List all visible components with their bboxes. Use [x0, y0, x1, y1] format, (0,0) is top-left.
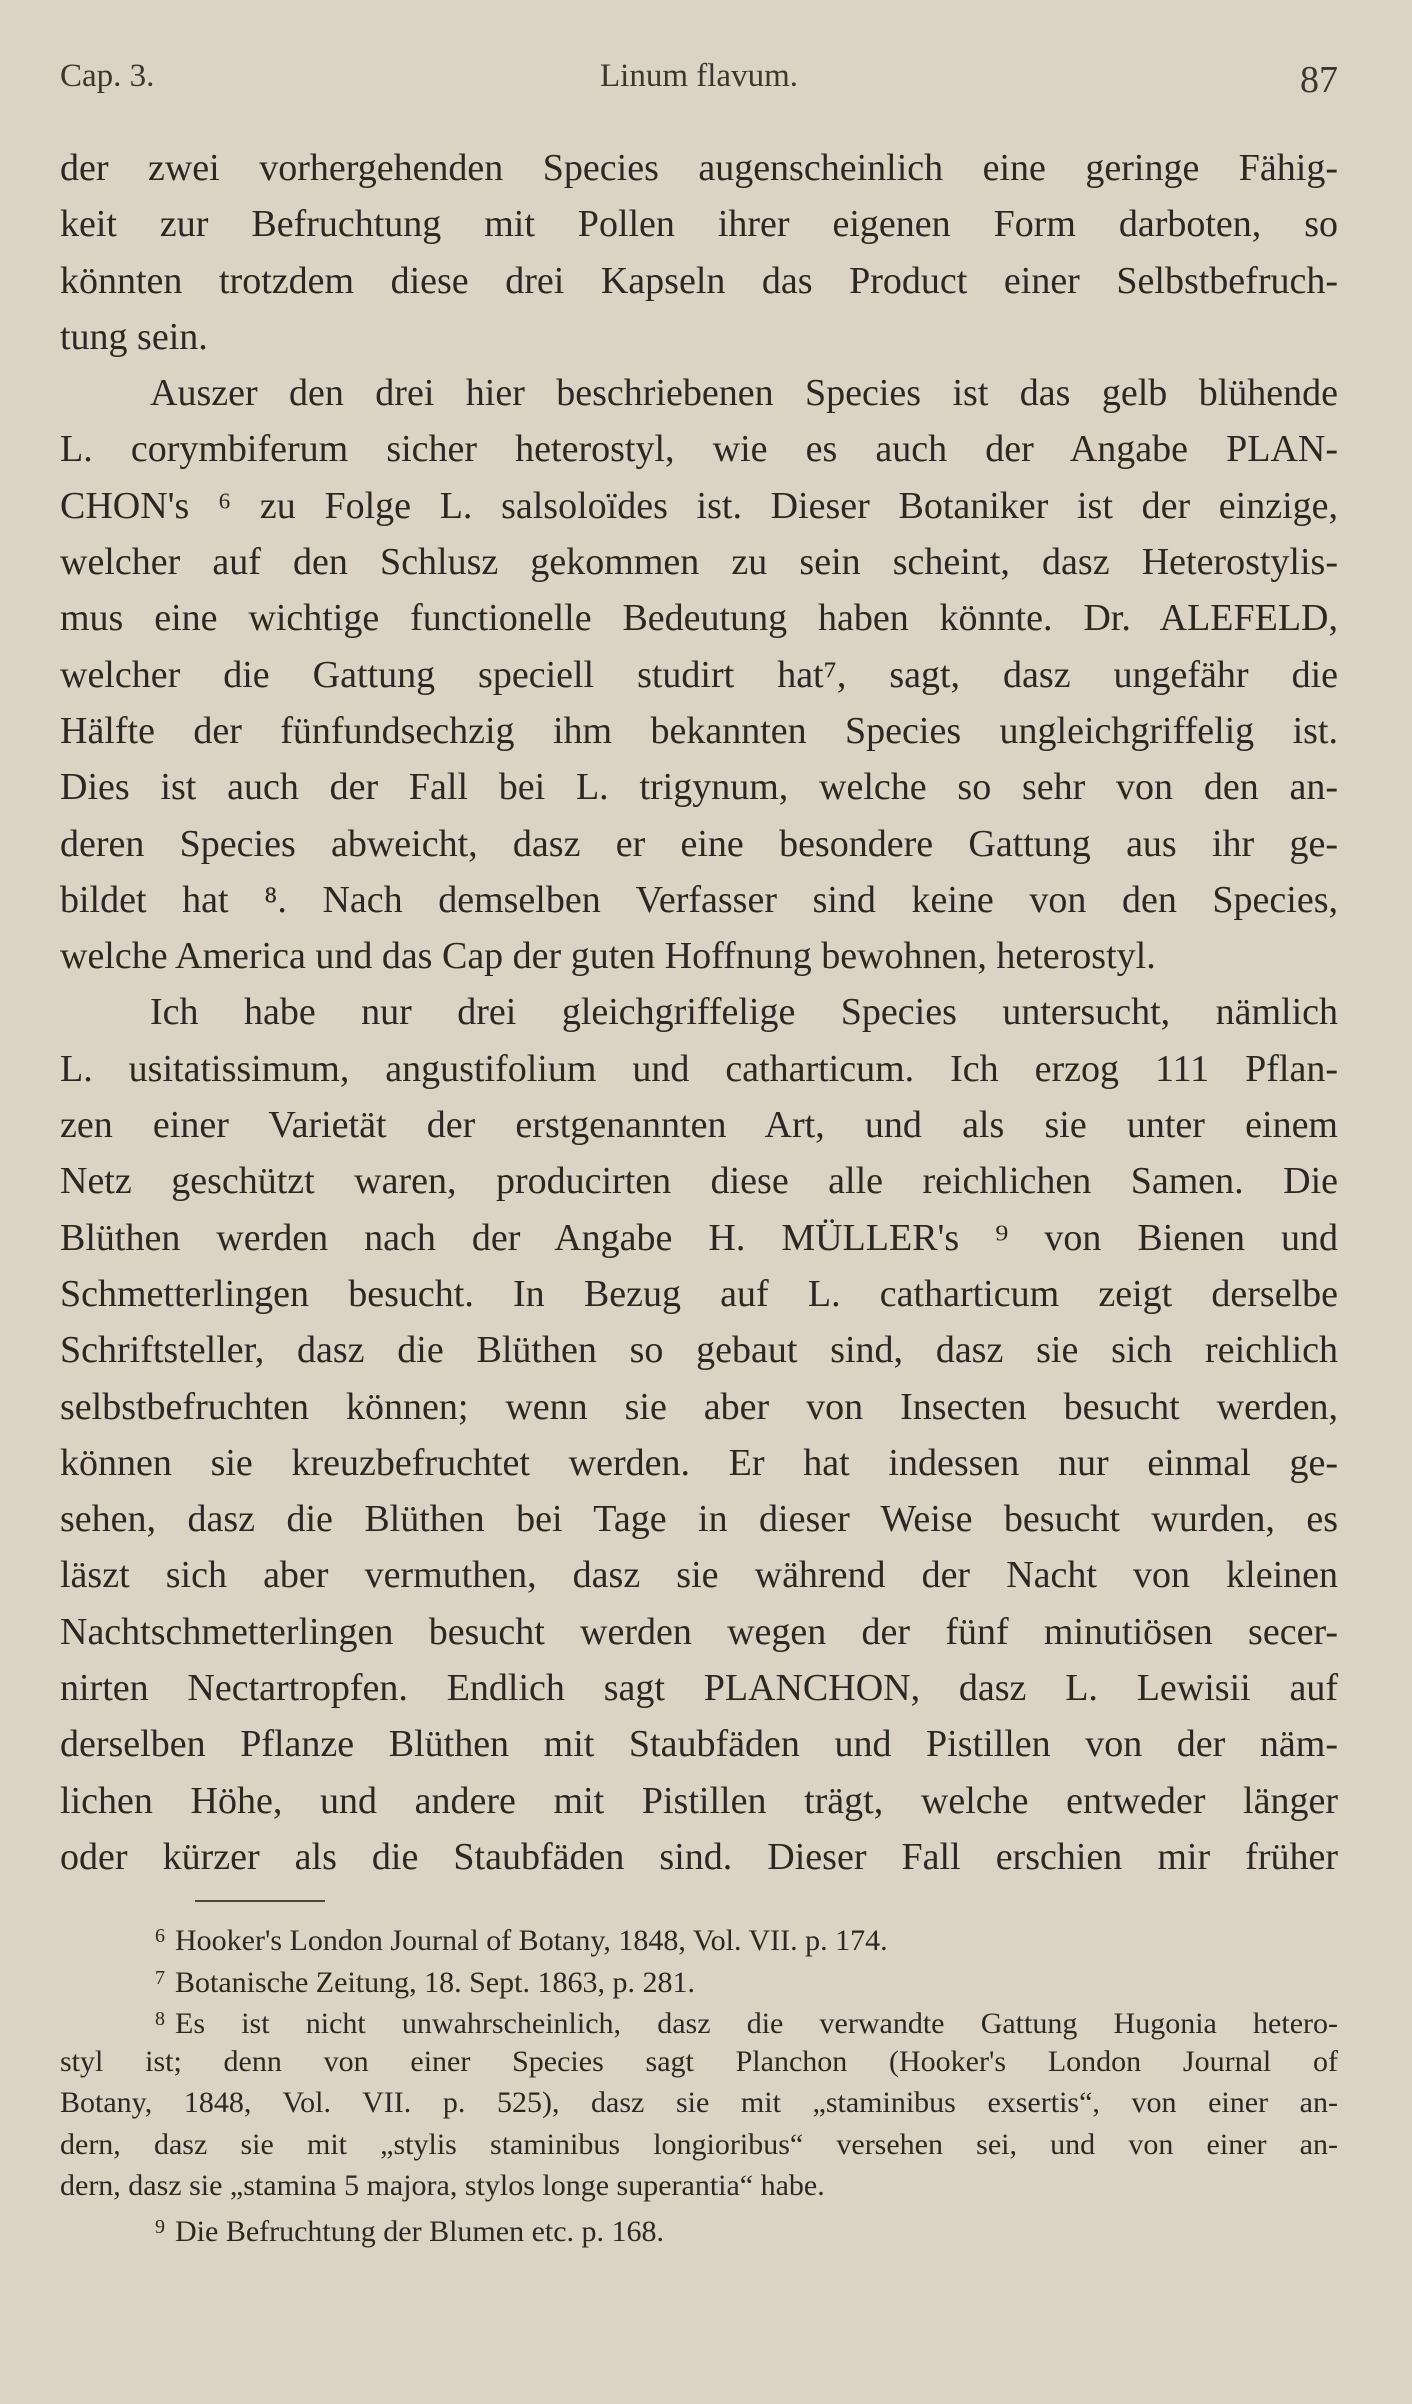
footnote-mark: 7	[155, 1966, 165, 1989]
text-line: derselben Pflanze Blüthen mit Staubfäden und Pistillen von der näm-	[60, 1723, 1338, 1766]
text-line: mus eine wichtige functionelle Bedeutung haben könnte. Dr. ALEFELD,	[60, 597, 1338, 640]
text-line: Hälfte der fünfundsechzig ihm bekannten Species ungleichgriffelig ist.	[60, 709, 1338, 752]
text-line: Netz geschützt waren, producirten diese alle reichlichen Samen. Die	[60, 1160, 1338, 1203]
text-line: Ich habe nur drei gleichgriffelige Species untersucht, nämlich	[150, 991, 1338, 1034]
footnote-8-line: dern, dasz sie „stamina 5 majora, stylos longe superantia“ habe.	[60, 2169, 825, 2202]
footnote-text: Botanische Zeitung, 18. Sept. 1863, p. 281.	[175, 1965, 695, 1999]
footnote-mark: 8	[155, 2008, 165, 2030]
text-line: der zwei vorhergehenden Species augenscheinlich eine geringe Fähig-	[60, 147, 1338, 189]
text-line: oder kürzer als die Staubfäden sind. Dieser Fall erschien mir früher	[60, 1835, 1338, 1878]
footnote-text: Hooker's London Journal of Botany, 1848, Vol. VII. p. 174.	[175, 1924, 888, 1957]
text-line: CHON's ⁶ zu Folge L. salsoloïdes ist. Dieser Botaniker ist der einzige,	[60, 484, 1338, 527]
footnote-7	[60, 1958, 1338, 2000]
text-line: welcher die Gattung speciell studirt hat⁷, sagt, dasz ungefähr die	[60, 653, 1338, 696]
text-line: welcher auf den Schlusz gekommen zu sein scheint, dasz Heterostylis-	[60, 541, 1338, 584]
chapter-label: Cap. 3.	[60, 58, 155, 94]
text-line: Nachtschmetterlingen besucht werden wegen der fünf minutiösen secer-	[60, 1610, 1338, 1653]
text-line: können sie kreuzbefruchtet werden. Er hat indessen nur einmal ge-	[60, 1441, 1338, 1484]
text-line: Schmetterlingen besucht. In Bezug auf L. catharticum zeigt derselbe	[60, 1272, 1338, 1315]
text-line: L. usitatissimum, angustifolium und catharticum. Ich erzog 111 Pflan-	[60, 1047, 1338, 1090]
text-line: lichen Höhe, und andere mit Pistillen trägt, welche entweder länger	[60, 1779, 1338, 1822]
text-line: keit zur Befruchtung mit Pollen ihrer eigenen Form darboten, so	[60, 203, 1338, 246]
text-line: nirten Nectartropfen. Endlich sagt PLANCHON, dasz L. Lewisii auf	[60, 1667, 1338, 1710]
text-line: Schriftsteller, dasz die Blüthen so gebaut sind, dasz sie sich reichlich	[60, 1329, 1338, 1372]
text-line: Blüthen werden nach der Angabe H. MÜLLER's ⁹ von Bienen und	[60, 1216, 1338, 1259]
text-line: läszt sich aber vermuthen, dasz sie während der Nacht von kleinen	[60, 1554, 1338, 1597]
footnote-text: Es ist nicht unwahrscheinlich, dasz die verwandte Gattung Hugonia hetero-	[175, 2007, 1338, 2040]
footnote-mark: 9	[155, 2215, 165, 2238]
footnote-mark: 6	[155, 1925, 165, 1947]
footnote-divider	[195, 1900, 325, 1902]
text-line: könnten trotzdem diese drei Kapseln das Product einer Selbstbefruch-	[60, 259, 1338, 302]
main-text	[60, 140, 1338, 1885]
running-header	[60, 58, 1338, 108]
footnote-8-line: dern, dasz sie mit „stylis staminibus longioribus“ versehen sei, und von einer an-	[60, 2127, 1338, 2161]
text-line: Dies ist auch der Fall bei L. trigynum, welche so sehr von den an-	[60, 766, 1338, 809]
running-title: Linum flavum.	[600, 58, 798, 94]
footnote-text: Die Befruchtung der Blumen etc. p. 168.	[175, 2214, 665, 2248]
text-line: sehen, dasz die Blüthen bei Tage in dieser Weise besucht wurden, es	[60, 1498, 1338, 1541]
footnote-8-line: Botany, 1848, Vol. VII. p. 525), dasz sie mit „staminibus exsertis“, von einer an-	[60, 2086, 1338, 2119]
text-line: L. corymbiferum sicher heterostyl, wie es auch der Angabe PLAN-	[60, 428, 1338, 471]
text-line: deren Species abweicht, dasz er eine besondere Gattung aus ihr ge-	[60, 822, 1338, 865]
page-number: 87	[1300, 59, 1338, 101]
footnote-8	[60, 1999, 1338, 2041]
footnote-9	[60, 2207, 1338, 2249]
text-line: bildet hat ⁸. Nach demselben Verfasser sind keine von den Species,	[60, 878, 1338, 921]
text-line: tung sein.	[60, 315, 208, 358]
text-line: Auszer den drei hier beschriebenen Species ist das gelb blühende	[150, 372, 1338, 415]
footnote-6	[60, 1916, 1338, 1958]
text-line: welche America und das Cap der guten Hoffnung bewohnen, heterostyl.	[60, 935, 1156, 978]
text-line: zen einer Varietät der erstgenannten Art, und als sie unter einem	[60, 1104, 1338, 1147]
footnotes	[60, 1916, 1338, 2248]
text-line: selbstbefruchten können; wenn sie aber von Insecten besucht werden,	[60, 1385, 1338, 1428]
footnote-8-line: styl ist; denn von einer Species sagt Planchon (Hooker's London Journal of	[60, 2044, 1338, 2078]
